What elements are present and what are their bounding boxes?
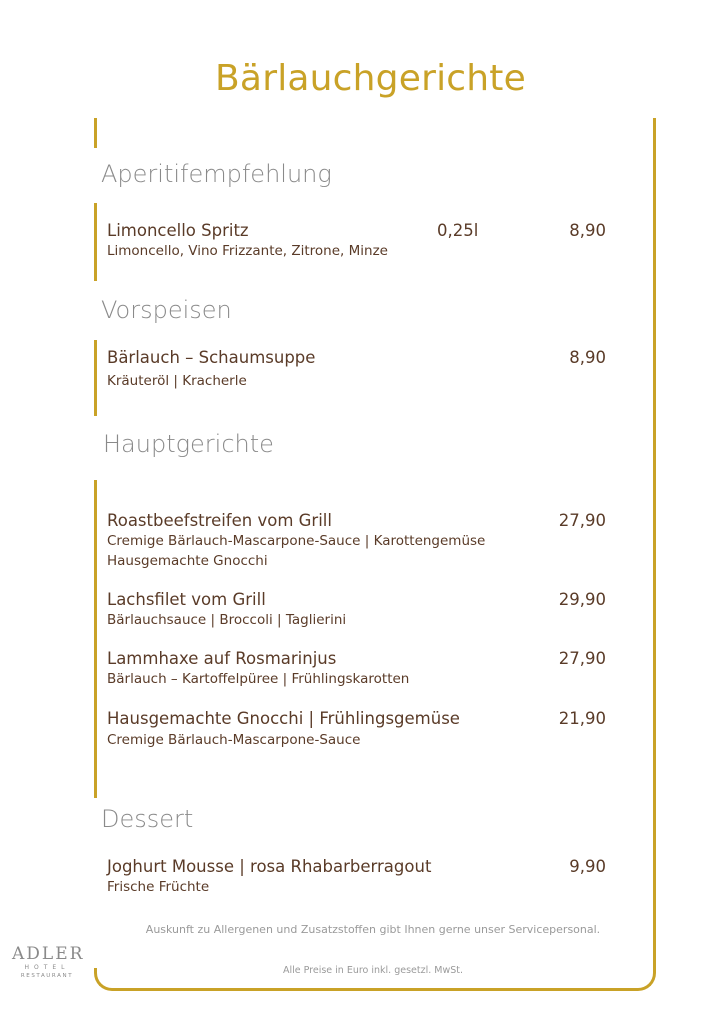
item-name: Bärlauch – Schaumsuppe (107, 348, 316, 367)
logo-subline-hotel: HOTEL (24, 964, 70, 971)
section-heading-vorspeisen: Vorspeisen (101, 296, 232, 324)
menu-title: Bärlauchgerichte (215, 58, 526, 99)
item-name: Hausgemachte Gnocchi | Frühlingsgemüse (107, 709, 460, 728)
item-price: 8,90 (569, 348, 606, 367)
adler-logo (12, 944, 85, 980)
price-note: Alle Preise in Euro inkl. gesetzl. MwSt. (282, 965, 464, 976)
item-description: Limoncello, Vino Frizzante, Zitrone, Minze (107, 243, 388, 259)
item-name: Limoncello Spritz (107, 221, 249, 240)
item-size: 0,25l (437, 221, 479, 240)
frame-left-rule-aperitif (94, 203, 97, 281)
item-name: Joghurt Mousse | rosa Rhabarberragout (107, 857, 432, 876)
item-price: 27,90 (558, 649, 606, 668)
logo-subline-restaurant: RESTAURANT (20, 973, 74, 979)
allergen-note: Auskunft zu Allergenen und Zusatzstoffen gibt Ihnen gerne unser Servicepersonal. (145, 923, 601, 936)
item-description: Bärlauch – Kartoffelpüree | Frühlingskarotten (107, 671, 410, 687)
item-name: Roastbeefstreifen vom Grill (107, 511, 332, 530)
item-price: 9,90 (569, 857, 606, 876)
frame-left-rule-vorspeisen (94, 340, 97, 416)
section-heading-dessert: Dessert (101, 805, 194, 833)
section-heading-aperitif: Aperitifempfehlung (101, 160, 332, 188)
item-description: Hausgemachte Gnocchi (107, 553, 268, 569)
item-name: Lammhaxe auf Rosmarinjus (107, 649, 337, 668)
frame-left-rule-hauptgerichte (94, 480, 97, 798)
section-heading-hauptgerichte: Hauptgerichte (103, 430, 274, 458)
item-description: Cremige Bärlauch-Mascarpone-Sauce | Karottengemüse (107, 533, 486, 549)
item-name: Lachsfilet vom Grill (107, 590, 266, 609)
item-price: 29,90 (558, 590, 606, 609)
item-description: Frische Früchte (107, 879, 210, 895)
item-price: 8,90 (569, 221, 606, 240)
item-description: Cremige Bärlauch-Mascarpone-Sauce (107, 732, 361, 748)
item-description: Bärlauchsauce | Broccoli | Taglierini (107, 612, 347, 628)
item-description: Kräuteröl | Kracherle (107, 373, 247, 389)
frame-left-rule-top (94, 118, 97, 148)
item-price: 21,90 (558, 709, 606, 728)
logo-wordmark: ADLER (12, 944, 85, 964)
item-price: 27,90 (558, 511, 606, 530)
